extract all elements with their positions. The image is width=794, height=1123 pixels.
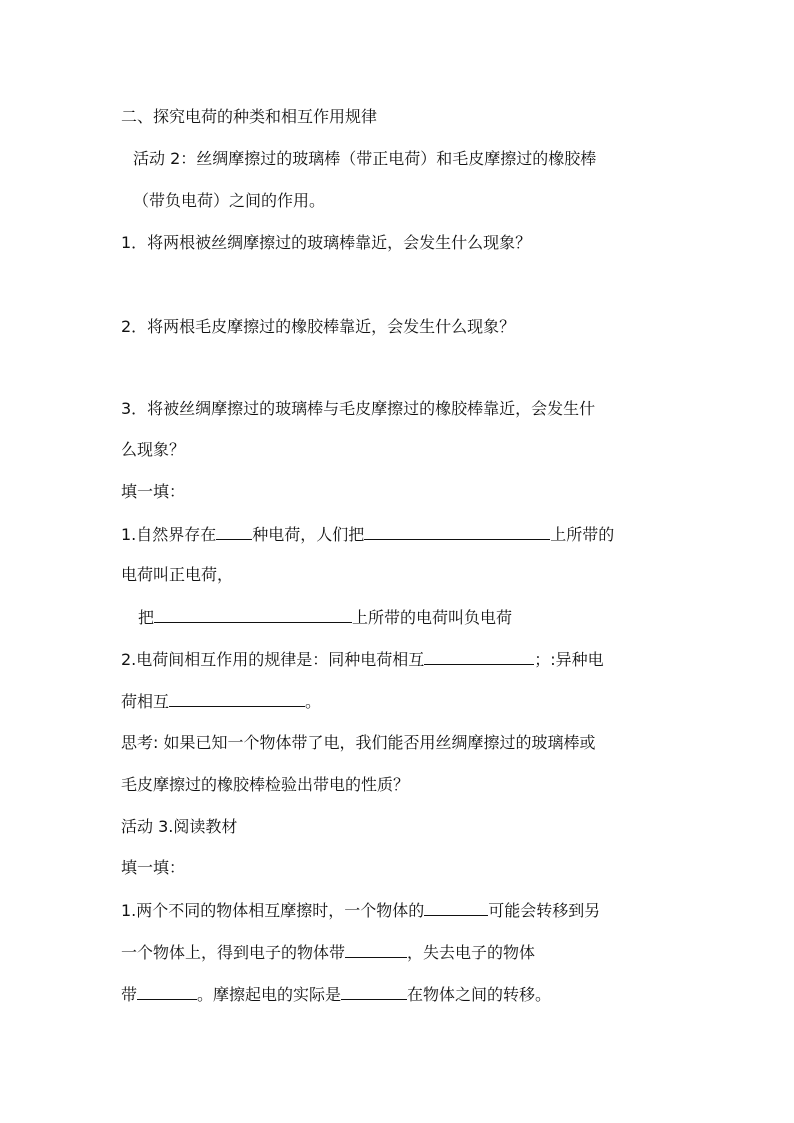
answer-blank[interactable] xyxy=(341,985,407,1000)
answer-blank[interactable] xyxy=(154,608,352,623)
question-3-line1: 3．将被丝绸摩擦过的玻璃棒与毛皮摩擦过的橡胶棒靠近，会发生什 xyxy=(121,399,596,418)
fill-item-1-line3-text-a: 把 xyxy=(138,608,155,627)
activity3-line1 xyxy=(121,901,600,920)
answer-blank[interactable] xyxy=(424,901,488,916)
fill-item-2 xyxy=(121,650,604,669)
fill-item-2-text-b: ；:异种电 xyxy=(534,650,604,669)
activity3-line3-text-b: 。摩擦起电的实际是 xyxy=(197,985,342,1004)
fill-item-1-text-c: 上所带的 xyxy=(550,525,615,544)
fill-item-2-text-a: 2.电荷间相互作用的规律是：同种电荷相互 xyxy=(121,650,425,669)
question-3-line2: 么现象？ xyxy=(121,440,186,459)
activity3-line1-text-a: 1.两个不同的物体相互摩擦时，一个物体的 xyxy=(121,901,425,920)
activity3-line2 xyxy=(121,943,535,962)
answer-blank[interactable] xyxy=(424,650,534,665)
question-1: 1．将两根被丝绸摩擦过的玻璃棒靠近，会发生什么现象？ xyxy=(121,233,532,252)
answer-blank[interactable] xyxy=(216,525,252,540)
answer-blank[interactable] xyxy=(364,525,550,540)
think-line1: 思考: 如果已知一个物体带了电，我们能否用丝绸摩擦过的玻璃棒或 xyxy=(121,733,596,752)
activity3-line3-text-a: 带 xyxy=(121,985,138,1004)
fill-item-1-text-b: 种电荷，人们把 xyxy=(252,525,365,544)
activity3-line3 xyxy=(121,985,551,1004)
section-title: 二、探究电荷的种类和相互作用规律 xyxy=(121,107,378,126)
fill-heading: 填一填： xyxy=(121,482,186,501)
activity3-heading: 填一填： xyxy=(121,858,186,877)
activity2-line2: （带负电荷）之间的作用。 xyxy=(133,191,326,210)
activity2-line1: 活动 2：丝绸摩擦过的玻璃棒（带正电荷）和毛皮摩擦过的橡胶棒 xyxy=(133,149,597,168)
activity3-line1-text-b: 可能会转移到另 xyxy=(488,901,601,920)
activity3-line2-text-b: ，失去电子的物体 xyxy=(407,943,536,962)
question-2: 2．将两根毛皮摩擦过的橡胶棒靠近，会发生什么现象？ xyxy=(121,317,516,336)
activity3-line2-text-a: 一个物体上，得到电子的物体带 xyxy=(121,943,346,962)
answer-blank[interactable] xyxy=(169,692,305,707)
fill-item-1-line2: 电荷叫正电荷， xyxy=(121,565,234,584)
fill-item-2-line2-text-b: 。 xyxy=(305,692,322,711)
fill-item-1 xyxy=(121,525,614,544)
answer-blank[interactable] xyxy=(137,985,197,1000)
fill-item-1-line3-text-b: 上所带的电荷叫负电荷 xyxy=(352,608,513,627)
think-line2: 毛皮摩擦过的橡胶棒检验出带电的性质？ xyxy=(121,775,410,794)
activity3-line3-text-c: 在物体之间的转移。 xyxy=(407,985,552,1004)
activity3-title: 活动 3.阅读教材 xyxy=(121,817,238,836)
fill-item-1-text-a: 1.自然界存在 xyxy=(121,525,217,544)
fill-item-1-line3 xyxy=(138,608,512,627)
fill-item-2-line2-text-a: 荷相互 xyxy=(121,692,170,711)
fill-item-2-line2 xyxy=(121,692,321,711)
answer-blank[interactable] xyxy=(345,943,407,958)
